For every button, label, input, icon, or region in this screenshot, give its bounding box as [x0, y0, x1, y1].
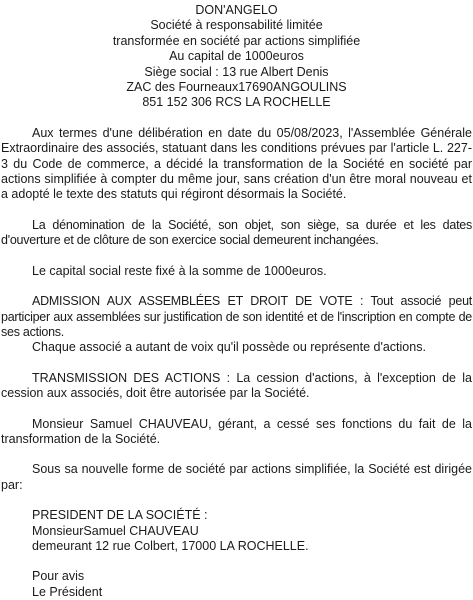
- closing-pour-avis: Pour avis: [32, 569, 85, 584]
- spacer: [1, 279, 472, 294]
- share-capital: Au capital de 1000euros: [169, 49, 304, 64]
- company-name: DON'ANGELO: [195, 3, 278, 17]
- president-address: demeurant 12 rue Colbert, 17000 LA ROCHELLE.: [32, 538, 309, 553]
- legal-notice: [1, 3, 472, 600]
- closing-block: [1, 569, 472, 600]
- spacer: [1, 203, 472, 218]
- spacer: [1, 493, 472, 508]
- president-block: [1, 508, 472, 554]
- spacer: [1, 447, 472, 462]
- spacer: [1, 554, 472, 569]
- paragraph-voting-rights: Chaque associé a autant de voix qu'il possède ou représente d'actions.: [32, 340, 426, 355]
- paragraph-denomination: La dénomination de la Société, son objet, son siège, sa durée et les dates d'ouverture et de clôture de son exercice social demeurent inchangées.: [1, 217, 472, 248]
- spacer: [1, 402, 472, 417]
- closing-signatory: Le Président: [32, 584, 103, 599]
- spacer: [1, 111, 472, 126]
- spacer: [1, 249, 472, 264]
- notice-header: [1, 3, 472, 111]
- paragraph-transmission: TRANSMISSION DES ACTIONS : La cession d'actions, à l'exception de la cession aux associés, doit être autorisée par la Société.: [1, 370, 472, 401]
- rcs-number: 851 152 306 RCS LA ROCHELLE: [142, 95, 331, 110]
- paragraph-direction: Sous sa nouvelle forme de société par actions simplifiée, la Société est dirigée par:: [1, 462, 472, 492]
- paragraph-admission: ADMISSION AUX ASSEMBLÉES ET DROIT DE VOTE : Tout associé peut participer aux assemblées sur justification de son identité et de l'inscription en compte de ses actions.: [1, 294, 472, 339]
- transformation-line: transformée en société par actions simplifiée: [112, 33, 361, 48]
- paragraph-manager: Monsieur Samuel CHAUVEAU, gérant, a cessé ses fonctions du fait de la transformation de la Société.: [1, 416, 472, 446]
- paragraph-resolution: Aux termes d'une délibération en date du 05/08/2023, l'Assemblée Générale Extraordinaire des associés, statuant dans les conditions prévues par l'article L. 227-3 du Code de commerce, a décidé la transformation de la Société en société par actions simplifiée à compter du même jour, sans création d'un être moral nouveau et a adopté le texte des statuts qui régiront désormais la Société.: [1, 125, 472, 202]
- office-zone: ZAC des Fourneaux17690ANGOULINS: [126, 80, 347, 95]
- spacer: [1, 356, 472, 371]
- paragraph-capital: Le capital social reste fixé à la somme de 1000euros.: [32, 263, 327, 278]
- registered-office: Siège social : 13 rue Albert Denis: [144, 64, 329, 79]
- president-name: MonsieurSamuel CHAUVEAU: [32, 523, 199, 538]
- legal-form: Société à responsabilité limitée: [150, 18, 323, 33]
- president-title: PRESIDENT DE LA SOCIÉTÉ :: [32, 508, 208, 523]
